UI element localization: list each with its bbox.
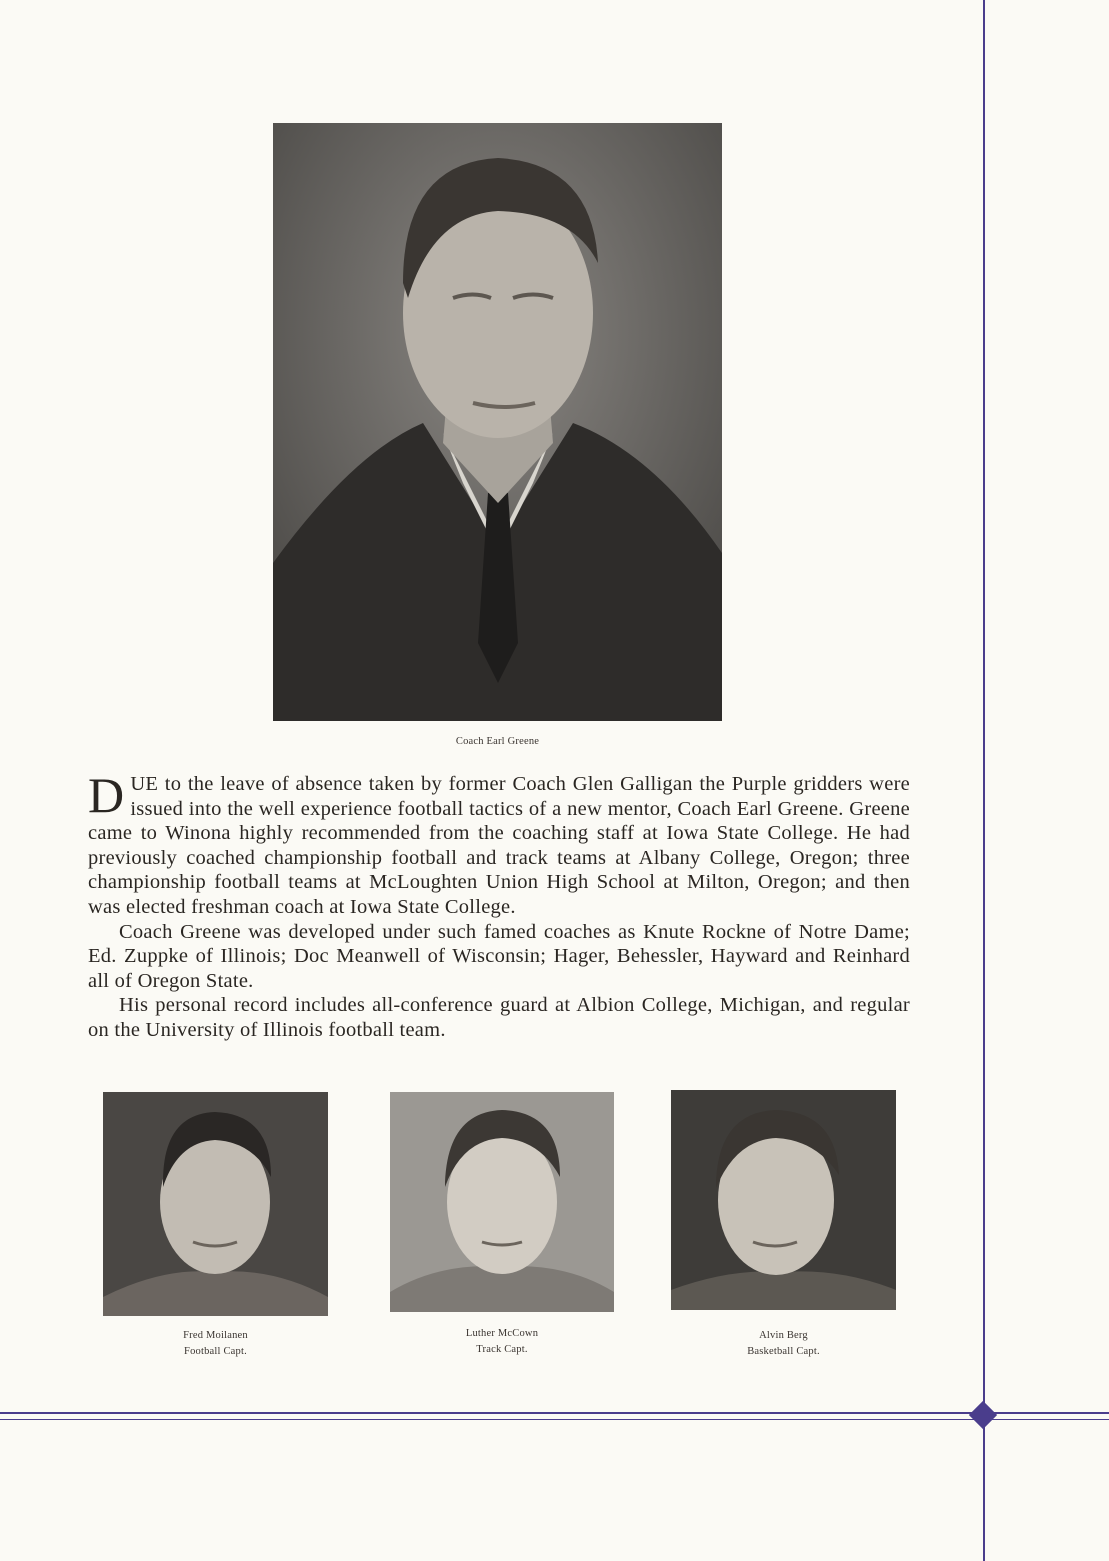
captain-name: Fred Moilanen [183,1330,248,1341]
basketball-captain-photo [671,1090,896,1310]
horizontal-border-rule [0,1412,1109,1414]
drop-cap: D [88,767,125,823]
article-body [88,767,910,1043]
article-paragraph-3: His personal record includes all-conference guard at Albion College, Michigan, and regular on the University of Illinois football team. [88,994,910,1041]
captain-name: Alvin Berg [759,1330,808,1341]
captain-title: Basketball Capt. [747,1346,820,1357]
captain-title: Football Capt. [184,1346,247,1357]
coach-photo-caption: Coach Earl Greene [455,736,540,747]
coach-portrait-photo [273,123,722,721]
captain-title: Track Capt. [476,1344,528,1355]
football-captain-photo [103,1092,328,1316]
vertical-border-rule [983,0,985,1561]
basketball-captain-caption [671,1328,896,1360]
track-captain-caption [390,1326,614,1358]
captain-name: Luther McCown [465,1328,539,1339]
football-captain-caption [103,1328,328,1360]
article-paragraph-2: Coach Greene was developed under such famed coaches as Knute Rockne of Notre Dame; Ed. Zuppke of Illinois; Doc Meanwell of Wisconsin; Hager, Behessler, Hayward and Reinhard all of Oregon State. [88,920,910,992]
paragraph-1-text: UE to the leave of absence taken by former Coach Glen Galligan the Purple gridders were issued into the well experience football tactics of a new mentor, Coach Earl Greene. Greene came to Winona highly recommended from the coaching staff at Iowa State College. He had previously coached championship football and track teams at Albany College, Oregon; three championship football teams at McLoughten Union High School at Milton, Oregon; and then was elected freshman coach at Iowa State College. [88,773,910,918]
diamond-ornament-icon [969,1401,997,1429]
article-paragraph-1 [88,767,910,920]
horizontal-border-rule-thin [0,1419,1109,1420]
track-captain-photo [390,1092,614,1312]
